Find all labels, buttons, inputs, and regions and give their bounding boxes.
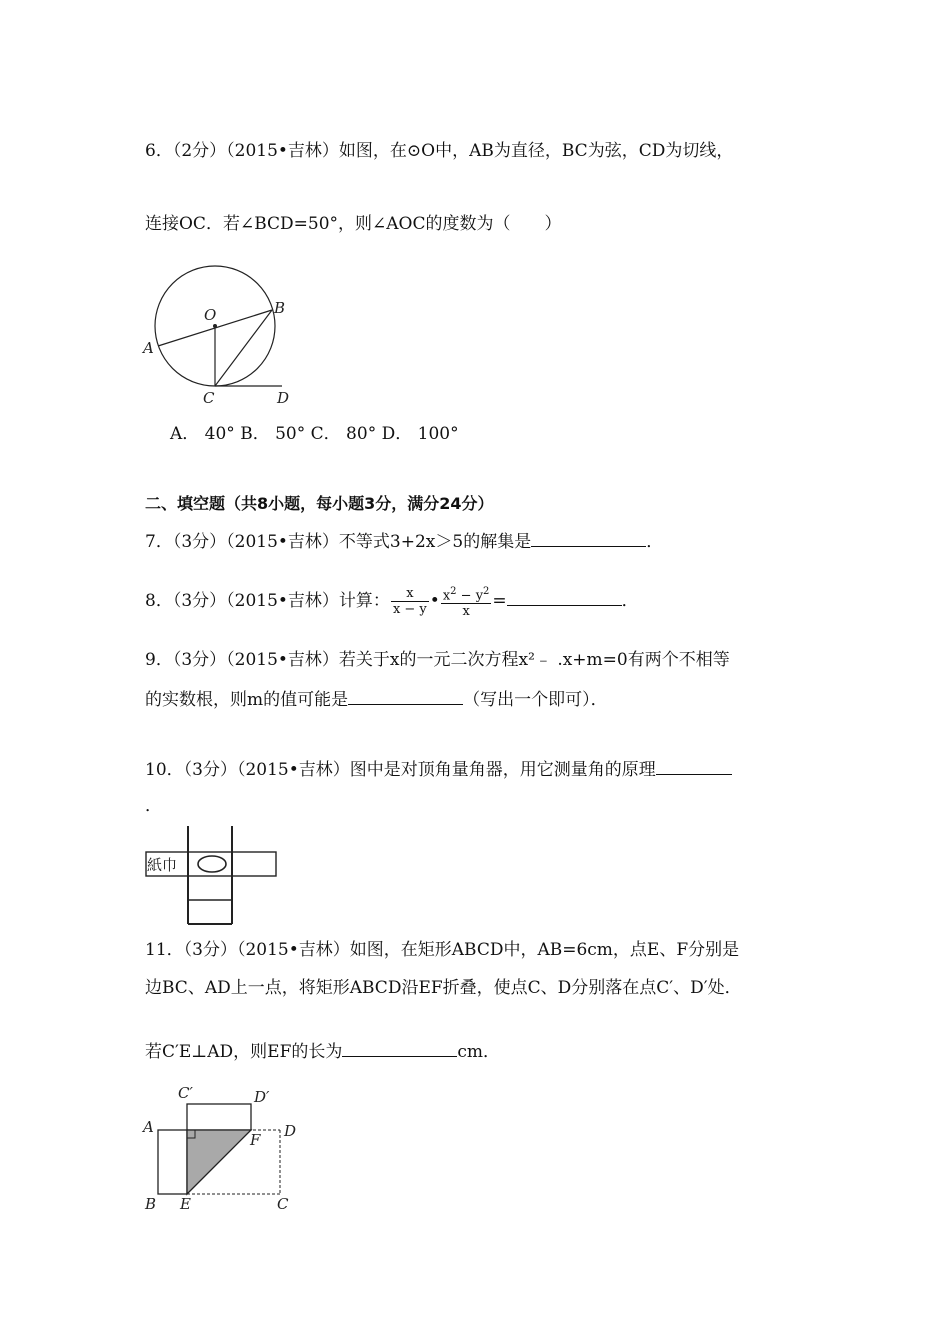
label-A: A [143, 1118, 154, 1136]
q7-line [145, 528, 663, 554]
q8-fraction-2 [441, 584, 492, 619]
q8-frac2-exp2: 2 [483, 586, 490, 597]
label-A: A [143, 339, 154, 357]
q10-answer-blank [656, 756, 732, 775]
q11-line2: 边BC、AD上一点，将矩形ABCD沿EF折叠，使点C、D分别落在点C′、D′处． [145, 978, 742, 998]
q10-protractor-figure [143, 826, 283, 928]
label-D: D [277, 389, 290, 407]
label-C: C [277, 1195, 289, 1213]
label-D-prime: D′ [254, 1088, 270, 1106]
q10-line1 [145, 756, 732, 782]
q8-frac2-numerator [441, 584, 492, 604]
q6-options: A． 40° B． 50° C． 80° D． 100° [170, 424, 459, 444]
q8-dot: • [429, 591, 440, 612]
q8-equals: = [492, 591, 507, 612]
q10-line2: ． [145, 796, 162, 816]
q11-line1: 11．（3分）（2015•吉林）如图，在矩形ABCD中，AB=6cm，点E、F分别是 [145, 940, 740, 960]
q10-tissue-label: 紙巾 [147, 856, 178, 874]
label-O: O [204, 306, 217, 324]
label-E: E [180, 1195, 191, 1213]
q8-frac1-denominator: x − y [392, 602, 427, 618]
q8-text: 8．（3分）（2015•吉林）计算： [145, 591, 390, 612]
q8-frac1-numerator: x [391, 586, 429, 602]
q9-line2 [145, 686, 608, 712]
label-F: F [250, 1131, 261, 1149]
q11-answer-blank [342, 1038, 457, 1057]
q9-line1: 9．（3分）（2015•吉林）若关于x的一元二次方程x²﹣ .x+m=0有两个不相等 [145, 650, 730, 670]
q8-answer-blank [507, 587, 622, 606]
q6-line2: 连接OC．若∠BCD=50°，则∠AOC的度数为（ ） [145, 214, 562, 234]
q8-fraction-1 [391, 586, 429, 617]
q9-text: 的实数根，则m的值可能是 [145, 690, 349, 710]
section2-title: 二、填空题（共8小题，每小题3分，满分24分） [145, 494, 494, 513]
q10-text: 10．（3分）（2015•吉林）图中是对顶角量角器，用它测量角的原理 [145, 760, 656, 780]
q6-circle-figure [140, 262, 300, 412]
q11-line3 [145, 1038, 500, 1064]
q8-frac2-exp1: 2 [450, 586, 457, 597]
q8-text-end: ． [621, 591, 639, 612]
q7-answer-blank [531, 528, 646, 547]
q8-frac2-denominator: x [462, 604, 470, 620]
q9-text-end: （写出一个即可）． [463, 690, 608, 710]
label-B: B [145, 1195, 157, 1213]
label-B: B [274, 299, 286, 317]
q11-text-end: cm． [457, 1042, 501, 1062]
q8-frac2-num-x: x [442, 588, 451, 604]
q7-text: 7．（3分）（2015•吉林）不等式3+2x＞5的解集是 [145, 532, 532, 552]
q11-rectangle-fold-figure [140, 1080, 310, 1220]
q11-text: 若C′E⊥AD，则EF的长为 [145, 1042, 343, 1062]
q7-text-end: ． [646, 532, 664, 552]
q9-answer-blank [348, 686, 463, 705]
label-C-prime: C′ [178, 1084, 193, 1102]
label-C: C [203, 389, 215, 407]
label-D: D [284, 1122, 297, 1140]
q8-line [145, 584, 639, 624]
q6-line1: 6．（2分）（2015•吉林）如图，在⊙O中，AB为直径，BC为弦，CD为切线， [145, 141, 734, 161]
q8-frac2-num-y: − y [456, 588, 484, 604]
